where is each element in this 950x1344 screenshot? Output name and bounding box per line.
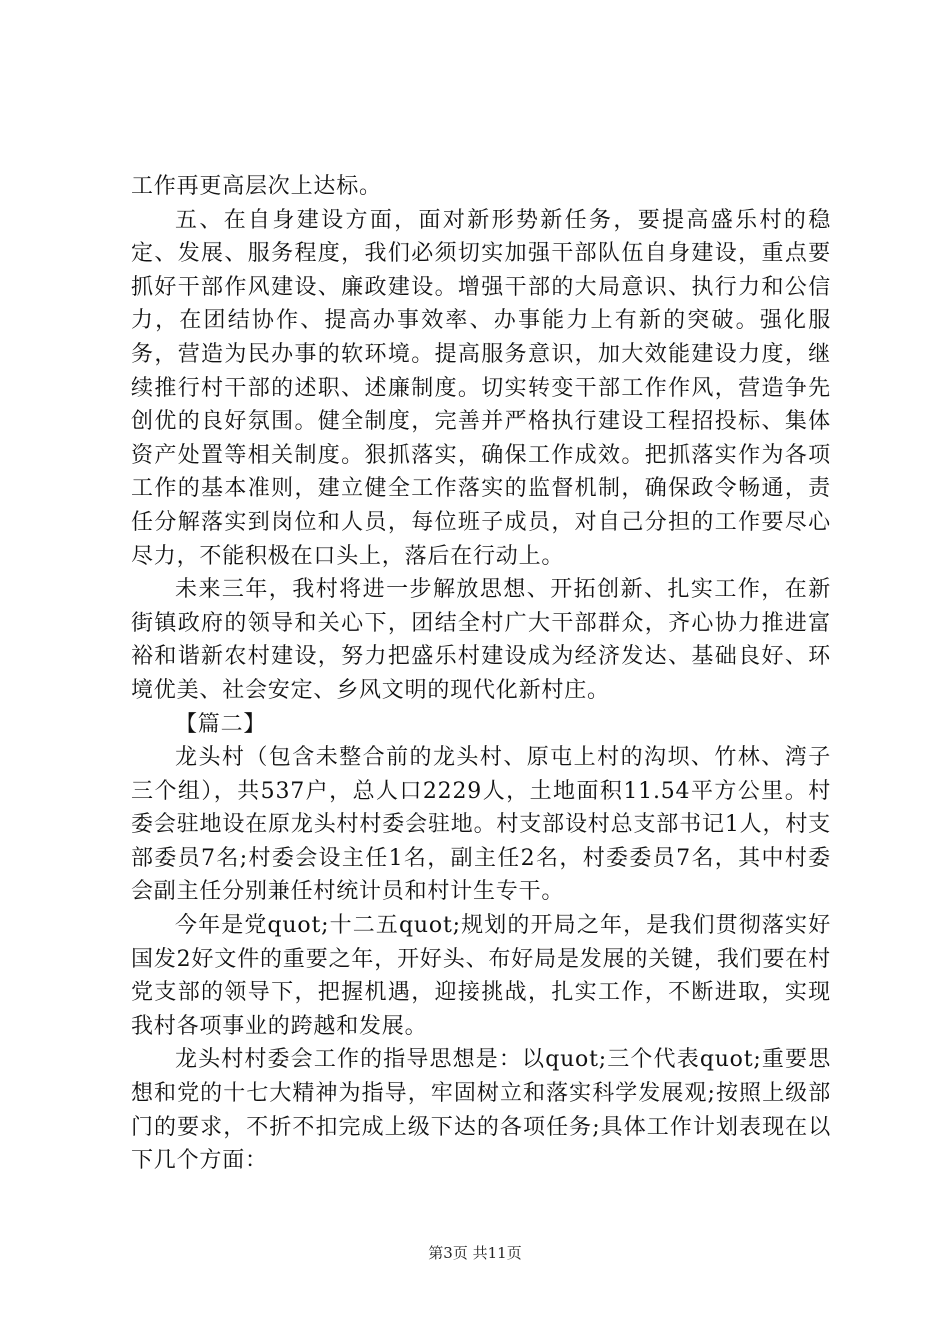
paragraph-guiding-thought: 龙头村村委会工作的指导思想是：以quot;三个代表quot;重要思想和党的十七大精神为指导，牢固树立和落实科学发展观;按照上级部门的要求，不折不扣完成上级下达的各项任务;具体工作计划表现在以下几个方面： <box>131 1047 831 1174</box>
paragraph-this-year: 今年是党quot;十二五quot;规划的开局之年，是我们贯彻落实好国发2好文件的重要之年，开好头、布好局是发展的关键，我们要在村党支部的领导下，把握机遇，迎接挑战，扎实工作，不断进取，实现我村各项事业的跨越和发展。 <box>131 913 831 1039</box>
document-body <box>131 170 831 1178</box>
paragraph-continuation: 工作再更高层次上达标。 <box>131 174 382 199</box>
paragraph-longtou-village-overview: 龙头村（包含未整合前的龙头村、原屯上村的沟坝、竹林、湾子三个组），共537户，总人口2229人，土地面积11.54平方公里。村委会驻地设在原龙头村村委会驻地。村支部设村总支部书记1人，村支部委员7名;村委会设主任1名，副主任2名，村委委员7名，其中村委会副主任分别兼任村统计员和村计生专干。 <box>131 745 831 905</box>
paragraph-future-three-years: 未来三年，我村将进一步解放思想、开拓创新、扎实工作，在新街镇政府的领导和关心下，团结全村广大干部群众，齐心协力推进富裕和谐新农村建设，努力把盛乐村建设成为经济发达、基础良好、环境优美、社会安定、乡风文明的现代化新村庄。 <box>131 577 831 703</box>
paragraph-self-building: 五、在自身建设方面，面对新形势新任务，要提高盛乐村的稳定、发展、服务程度，我们必须切实加强干部队伍自身建设，重点要抓好干部作风建设、廉政建设。增强干部的大局意识、执行力和公信力，在团结协作、提高办事效率、办事能力上有新的突破。强化服务，营造为民办事的软环境。提高服务意识，加大效能建设力度，继续推行村干部的述职、述廉制度。切实转变干部工作作风，营造争先创优的良好氛围。健全制度，完善并严格执行建设工程招投标、集体资产处置等相关制度。狠抓落实，确保工作成效。把抓落实作为各项工作的基本准则，建立健全工作落实的监督机制，确保政令畅通，责任分解落实到岗位和人员，每位班子成员，对自己分担的工作要尽心尽力，不能积极在口头上，落后在行动上。 <box>131 207 831 569</box>
page-number-footer: 第3页 共11页 <box>428 1244 522 1262</box>
section-heading-part-two: 【篇二】 <box>175 711 267 737</box>
